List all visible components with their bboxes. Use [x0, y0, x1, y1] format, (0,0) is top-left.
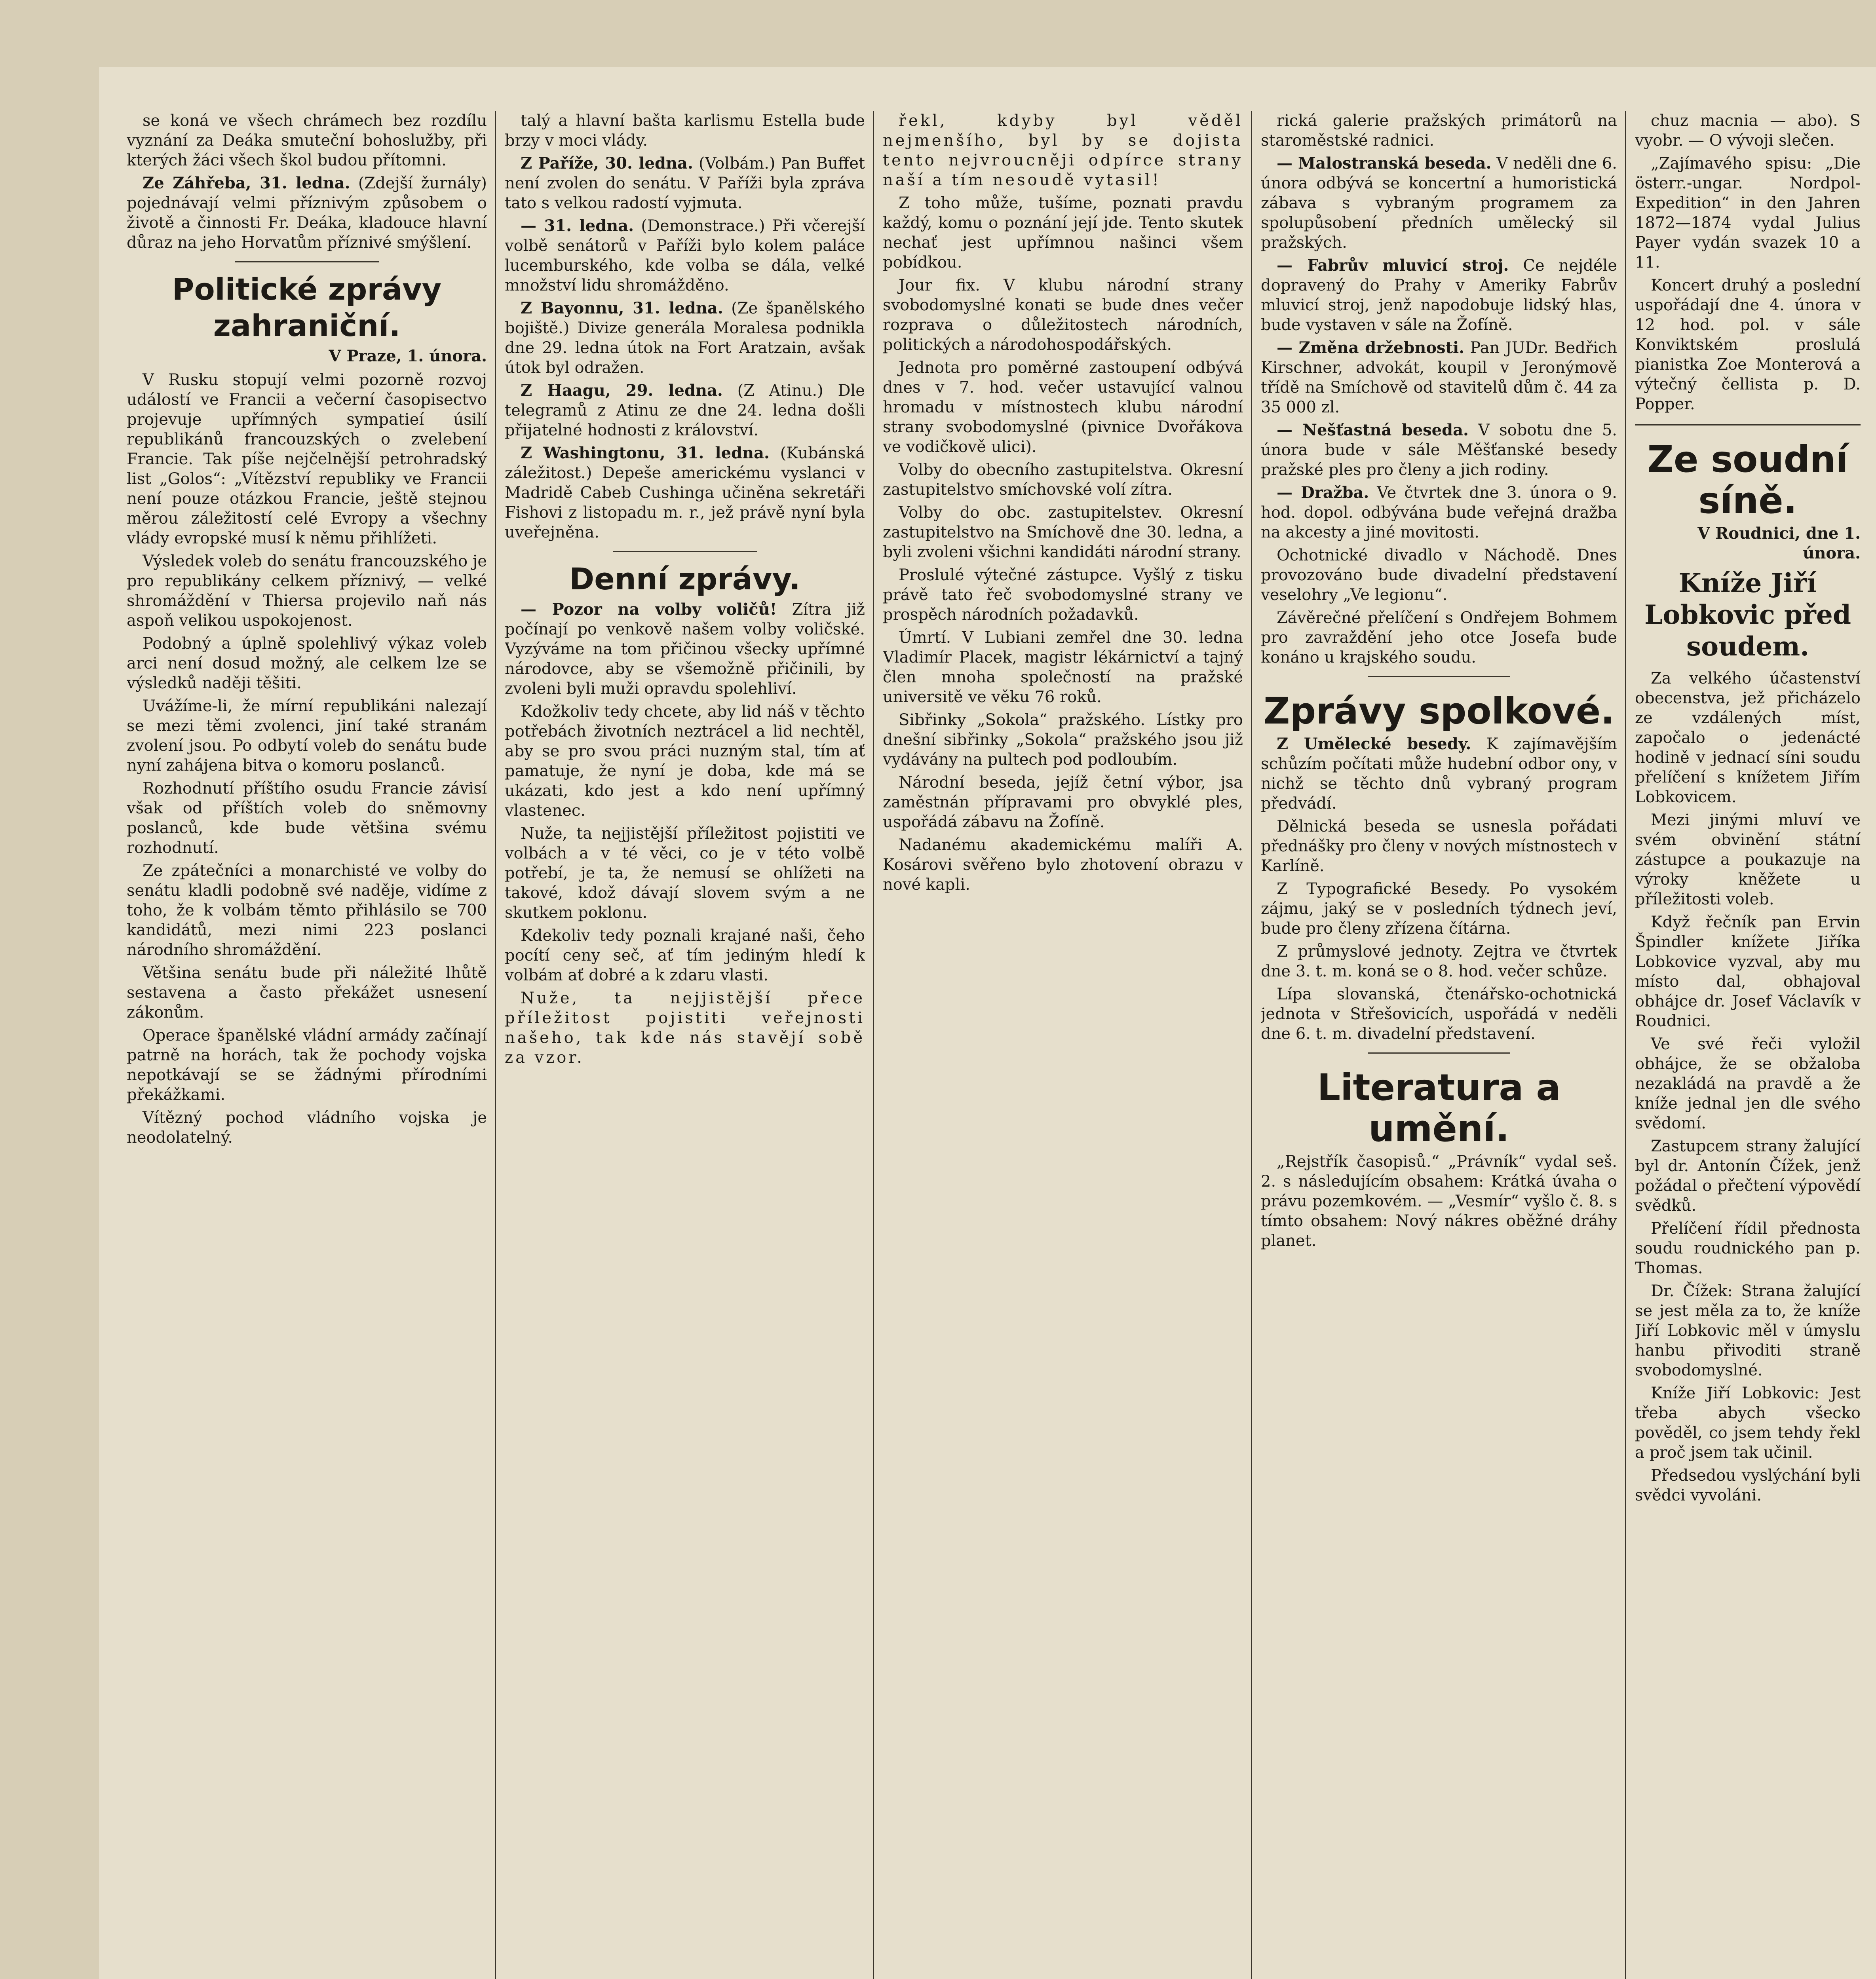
dateline: — 31. ledna. [521, 217, 634, 235]
news-item [505, 600, 865, 699]
article-paragraph: Předsedou vyslýchání byli svědci vyvoláni. [1635, 1466, 1861, 1504]
news-item: Jour fix. V klubu národní strany svobodomyslné konati se bude dnes večer rozprava o důležitostech národních, politických a národohospodářských. [883, 276, 1243, 354]
article-paragraph: Ve své řeči vyložil obhájce, že se obžaloba nezakládá na pravdě a že kníže jednal jen dle svého svědomí. [1635, 1035, 1861, 1132]
column-rule [495, 111, 496, 1979]
news-item [1261, 154, 1617, 253]
article-paragraph: Nuže, ta nejjistější příležitost pojistiti ve volbách a v té věci, co je v této volbě potřebí, je ta, že nemusí se ohlížeti na takové, kdož dávají slovem svým a ne skutkem poklonu. [505, 824, 865, 922]
column-4 [1261, 111, 1617, 1979]
news-item: Úmrtí. V Lubiani zemřel dne 30. ledna Vladimír Placek, magistr lékárnictví a tajný člen mnoha společností na pražské universitě ve věku 76 roků. [883, 629, 1243, 706]
item-heading: — Změna držebnosti. [1277, 338, 1465, 357]
lead-paragraph: V Rusku stopují velmi pozorně rozvoj událostí ve Francii a večerní časopisectvo projevuje upřímných sympatieí úsilí republikánů francouzských o zvelebení Francie. Tak píše nejčelnější petrohradský list „Golos“: „Vítězství republiky ve Francii není pouze otázkou Francie, ještě stejnou měrou záležitostí celé Evropy a všechny vlády evropské musí k němu přihlížeti. [127, 371, 487, 547]
news-item [505, 298, 865, 378]
section-heading: Literatura a umění. [1317, 1066, 1561, 1150]
news-text: V neděli dne 6. února odbývá se koncertní a humoristická zábava s vybraným programem za spolupůsobení předních umělecký sil pražských. [1261, 154, 1617, 252]
news-item: Národní beseda, jejíž četní výbor, jsa zaměstnán přípravami pro obvyklé ples, uspořádá zábavu na Žofíně. [883, 773, 1243, 831]
article-fragment: chuz macnia — abo). S vyobr. — O vývoji slečen. [1635, 112, 1861, 150]
article-fragment: talý a hlavní bašta karlismu Estella bude brzy v moci vlády. [505, 112, 865, 150]
article-fragment: rická galerie pražských primátorů na staroměstské radnici. [1261, 112, 1617, 150]
newspaper-page [99, 67, 1876, 1979]
column-rule [1251, 111, 1252, 1979]
article-paragraph: Většina senátu bude při náležité lhůtě sestavena a často překážet usnesení zákonům. [127, 964, 487, 1022]
article-paragraph: Za velkého účastenství obecenstva, jež přicházelo ze vzdálených míst, započalo o jedenácté hodině v jednací síni soudu přelíčení s knížetem Jiřím Lobkovicem. [1635, 669, 1861, 806]
column-rule [1625, 111, 1626, 1979]
column-3 [883, 111, 1243, 1979]
section-heading: Ze soudní síně. [1647, 438, 1848, 522]
news-text: Pan JUDr. Bedřich Kirschner, advokát, koupil v Jeronýmově třídě na Smíchově od stavitelů dům č. 44 za 35 000 zl. [1261, 339, 1617, 416]
article-paragraph: Přelíčení řídil přednosta soudu roudnického pan p. Thomas. [1635, 1219, 1861, 1277]
news-text: (Zdejší žurnály) pojednávají velmi příznivým způsobem o životě a činnosti Fr. Deáka, kladouce hlavní důraz na jeho Horvatům příznivé smýšlení. [127, 174, 487, 252]
item-heading: — Malostranská beseda. [1277, 154, 1492, 173]
news-item [1261, 483, 1617, 542]
news-item: Proslulé výtečné zástupce. Vyšlý z tisku právě tato řeč svobodomyslné strany ve prospěch národních požadavků. [883, 566, 1243, 624]
separator [1368, 676, 1510, 677]
column-5 [1635, 111, 1861, 1979]
news-item [505, 443, 865, 542]
section-heading: Denní zprávy. [569, 561, 800, 596]
dateline: Z Bayonnu, 31. ledna. [521, 299, 723, 317]
article-paragraph: Kdožkoliv tedy chcete, aby lid náš v těchto potřebách životních neztrácel a lid nechtěl, aby se pro svou práci nuzným stal, tím ať pamatuje, že nyní je doba, kde má se ukázati, kdo jest a kdo není upřímný vlastenec. [505, 703, 865, 820]
dateline: Ze Záhřeba, 31. ledna. [143, 174, 350, 192]
column-1 [127, 111, 487, 1979]
article-paragraph: Dr. Čížek: Strana žalující se jest měla za to, že kníže Jiří Lobkovic měl v úmyslu hanbu přivoditi straně svobodomyslné. [1635, 1282, 1861, 1379]
news-item [505, 216, 865, 295]
dateline: V Praze, 1. února. [329, 347, 487, 365]
column-2 [505, 111, 865, 1979]
article-paragraph: Kdekoliv tedy poznali krajané naši, čeho pocítí ceny seč, ať tím jediným hledí k volbám ať dobré a k zdaru vlasti. [505, 927, 865, 984]
item-heading: — Pozor na volby voličů! [521, 600, 777, 619]
article-paragraph: Kníže Jiří Lobkovic: Jest třeba abych všecko pověděl, co jsem tehdy řekl a proč jsem tak učinil. [1635, 1384, 1861, 1462]
item-heading: Z Umělecké besedy. [1277, 735, 1471, 753]
news-text: Zítra již počínají po venkově našem volby voličské. Vyzýváme na tom přičinou všecky upřímné národovce, aby se všemožně přičinili, by zvoleni byli muži opravdu spolehliví. [505, 600, 865, 698]
item-heading: — Dražba. [1277, 483, 1369, 502]
news-item: Volby do obecního zastupitelstva. Okresní zastupitelstvo smíchovské volí zítra. [883, 461, 1243, 499]
news-text: Ve čtvrtek dne 3. února o 9. hod. dopol. odbývána bude veřejná dražba na akcesty a jiné movitosti. [1261, 484, 1617, 541]
article-fragment: řekl, kdyby byl věděl nejmenšího, byl by se dojista tento nejvroucněji odpírce strany naší a tím nesoudě vytasil! [883, 112, 1243, 189]
separator [1368, 1052, 1510, 1054]
news-text: K zajímavějším schůzím počítati může hudební odbor ony, v nichž se těchto dnů vybraný program předvádí. [1261, 735, 1617, 813]
separator [1635, 424, 1861, 425]
news-item [505, 154, 865, 213]
dateline: V Roudnici, dne 1. února. [1697, 524, 1861, 562]
article-paragraph: Zastupcem strany žalující byl dr. Antonín Čížek, jenž požádal o přečtení výpovědí svědků. [1635, 1137, 1861, 1215]
article-paragraph: Vítězný pochod vládního vojska je neodolatelný. [127, 1109, 487, 1147]
news-text: (Ze španělského bojiště.) Divize generála Moralesa podnikla dne 29. ledna útok na Fort Aratzain, avšak útok byl odražen. [505, 299, 865, 377]
news-item [127, 173, 487, 253]
column-rule [873, 111, 874, 1979]
news-text: V sobotu dne 5. února bude v sále Měšťanské besedy pražské ples pro členy a jich rodiny. [1261, 421, 1617, 479]
news-item: Závěrečné přelíčení s Ondřejem Bohmem pro zavraždění jeho otce Josefa bude konáno u krajského soudu. [1261, 609, 1617, 667]
dateline: Z Paříže, 30. ledna. [521, 154, 693, 173]
article-paragraph: Když řečník pan Ervin Špindler knížete Jiříka Lobkovice vyzval, aby mu místo dal, obhajoval obhájce dr. Josef Václavík v Roudnici. [1635, 913, 1861, 1030]
news-item [505, 381, 865, 440]
section-heading: Zprávy spolkové. [1263, 690, 1615, 732]
news-item: Z průmyslové jednoty. Zejtra ve čtvrtek dne 3. t. m. koná se o 8. hod. večer schůze. [1261, 942, 1617, 980]
news-item [1261, 734, 1617, 813]
news-text: (Volbám.) Pan Buffet není zvolen do senátu. V Paříži byla zpráva tato s velkou radostí vyjmuta. [505, 154, 865, 212]
news-text: (Z Atinu.) Dle telegramů z Atinu ze dne 24. ledna došli přijatelné hodnosti z království. [505, 382, 865, 439]
news-text: (Demonstrace.) Při včerejší volbě senátorů v Paříži bylo kolem paláce lucemburského, kde volba se dála, velké množství lidu shromážděno. [505, 217, 865, 294]
item-heading: — Fabrův mluvicí stroj. [1277, 256, 1509, 275]
section-heading: Politické zprávy zahraniční. [172, 272, 442, 343]
article-paragraph: Mezi jinými mluví ve svém obvinění státní zástupce a poukazuje na výroky kněžete u příležitosti voleb. [1635, 811, 1861, 908]
news-item: Lípa slovanská, čtenářsko-ochotnická jednota v Střešovicích, uspořádá v neděli dne 6. t. m. divadelní představení. [1261, 985, 1617, 1043]
item-heading: — Nešťastná beseda. [1277, 421, 1469, 439]
article-paragraph: Podobný a úplně spolehlivý výkaz voleb arci není dosud možný, ale celkem lze se výsledků naději těšiti. [127, 634, 487, 692]
news-text: Ce nejdéle dopravený do Prahy v Ameriky Fabrův mluvicí stroj, jenž napodobuje lidský hlas, bude vystaven v sále na Žofíně. [1261, 256, 1617, 334]
news-item: „Rejstřík časopisů.“ „Právník“ vydal seš. 2. s následujícím obsahem: Krátká úvaha o právu pozemkovém. — „Vesmír“ vyšlo č. 8. s tímto obsahem: Nový nákres oběžné dráhy planet. [1261, 1153, 1617, 1250]
news-item: Sibřinky „Sokola“ pražského. Lístky pro dnešní sibřinky „Sokola“ pražského jsou již vydávány na pultech pod podloubím. [883, 711, 1243, 769]
news-item [1261, 420, 1617, 480]
separator [235, 261, 379, 262]
article-paragraph: Nuže, ta nejjistější přece příležitost pojistiti veřejnosti našeho, tak kde nás stavějí sobě za vzor. [505, 989, 865, 1067]
separator [613, 551, 757, 552]
article-paragraph: Z toho může, tušíme, poznati pravdu každý, komu o poznání její jde. Tento skutek nechať jest upřímnou našinci všem pobídkou. [883, 194, 1243, 272]
news-item: Dělnická beseda se usnesla pořádati přednášky pro členy v nových místnostech v Karlíně. [1261, 817, 1617, 875]
article-heading: Kníže Jiří Lobkovic před soudem. [1644, 568, 1851, 662]
news-item: Ochotnické divadlo v Náchodě. Dnes provozováno bude divadelní představení veselohry „Ve legionu“. [1261, 546, 1617, 604]
news-item [1261, 338, 1617, 417]
news-item: Volby do obc. zastupitelstev. Okresní zastupitelstvo na Smíchově dne 30. ledna, a byli zvoleni všichni kandidáti národní strany. [883, 503, 1243, 561]
dateline: Z Washingtonu, 31. ledna. [521, 444, 770, 462]
news-item: Jednota pro poměrné zastoupení odbývá dnes v 7. hod. večer ustavující valnou hromadu v místnostech klubu národní strany svobodomyslné (pivnice Dvořákova ve vodičkově ulici). [883, 359, 1243, 456]
news-item: Z Typografické Besedy. Po vysokém zájmu, jaký se v posledních týdnech jeví, bude pro členy zřízena čítárna. [1261, 880, 1617, 938]
news-item [1261, 256, 1617, 335]
news-item: Koncert druhý a poslední uspořádají dne 4. února v 12 hod. pol. v sále Konviktském proslulá pianistka Zoe Monterová a výtečný čellista p. D. Popper. [1635, 276, 1861, 413]
dateline: Z Haagu, 29. ledna. [521, 381, 723, 400]
news-item: „Zajímavého spisu: „Die österr.-ungar. Nordpol-Expedition“ in den Jahren 1872—1874 vydal Julius Payer vydán svazek 10 a 11. [1635, 154, 1861, 272]
article-paragraph: Operace španělské vládní armády začínají patrně na horách, tak že pochody vojska nepotkávají se se žádnými přírodními překážkami. [127, 1026, 487, 1104]
article-paragraph: Ze zpátečníci a monarchisté ve volby do senátu kladli podobně své naděje, vidíme z toho, že k volbám těmto přihlásilo se 700 kandidátů, mezi nimi 223 poslanci národního shromáždění. [127, 862, 487, 959]
news-item: Nadanému akademickému malíři A. Kosárovi svěřeno bylo zhotovení obrazu v nové kapli. [883, 836, 1243, 894]
news-text: (Kubánská záležitost.) Depeše americkému vyslanci v Madridě Cabeb Cushinga učiněna sekretáři Fishovi z listopadu m. r., jež právě nyní byla uveřejněna. [505, 444, 865, 541]
article-paragraph: Výsledek voleb do senátu francouzského je pro republikány celkem příznivý, — velké shromáždění v Thiersa projevilo naň nás aspoň velikou uspokojenost. [127, 552, 487, 630]
article-fragment: se koná ve všech chrámech bez rozdílu vyznání za Deáka smuteční bohoslužby, při kterých žáci všech škol budou přítomni. [127, 112, 487, 169]
article-paragraph: Uvážíme-li, že mírní republikáni nalezají se mezi těmi zvolenci, jiní také stranám zvolení jsou. Po odbytí voleb do senátu bude nyní zahájena bitva o komoru poslanců. [127, 697, 487, 775]
article-paragraph: Rozhodnutí příštího osudu Francie závisí však od příštích voleb do sněmovny poslanců, kde bude většina svému rozhodnutí. [127, 779, 487, 857]
